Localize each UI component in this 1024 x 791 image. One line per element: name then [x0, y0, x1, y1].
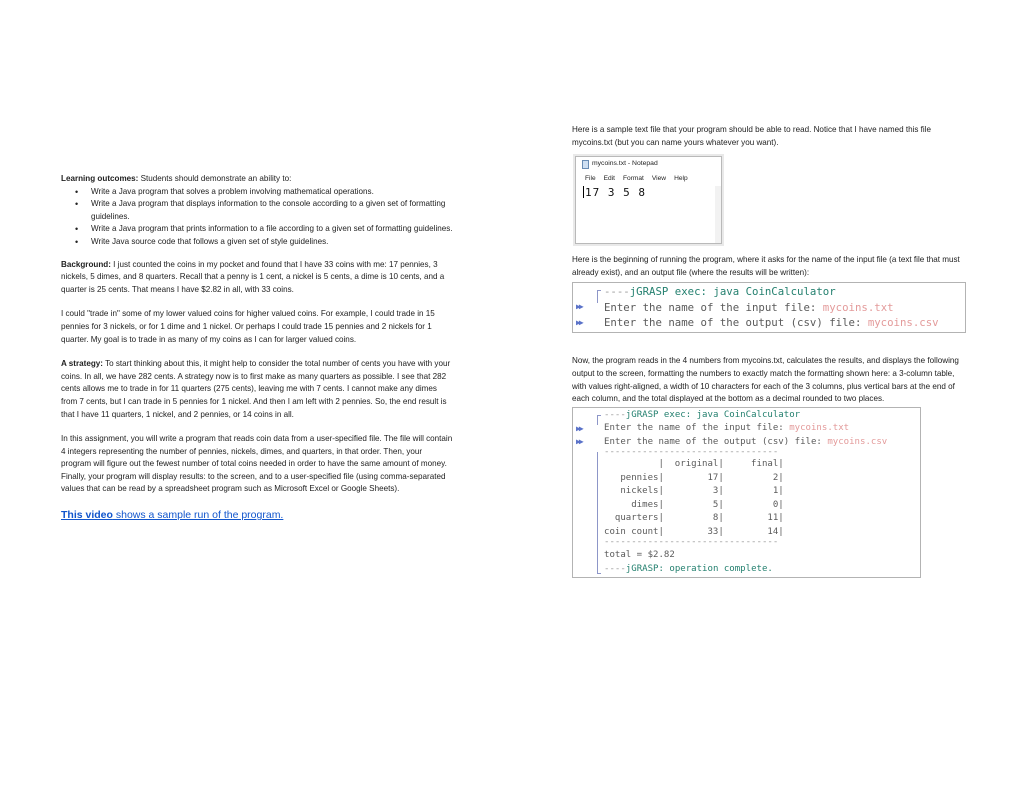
- background-paragraph: [61, 259, 453, 297]
- right-column: [572, 124, 967, 578]
- table-row: coin count| 33| 14|: [604, 526, 784, 537]
- trade-paragraph: I could "trade in" some of my lower valued coins for higher valued coins. For example, I could trade in 15 pennies for 3 nickels, or for 1 dime and 1 nickel. Or perhaps I could trade 15 pennies and 2 nickels for 1 quarter. My goal is to trade in as many of my coins as I can for larger valued coins.: [61, 309, 435, 344]
- menu-view[interactable]: View: [651, 174, 667, 182]
- video-link-rest[interactable]: shows a sample run of the program.: [112, 509, 284, 522]
- learning-outcomes-heading: [61, 173, 453, 186]
- video-link[interactable]: This video: [61, 509, 113, 522]
- output-prompt-line: Enter the name of the output (csv) file: mycoins.csv: [604, 436, 888, 447]
- menu-file[interactable]: File: [585, 174, 596, 182]
- complete-line: ----jGRASP: operation complete.: [604, 563, 773, 574]
- strategy-text: To start thinking about this, it might help to consider the total number of cents you have with your coins. In all, we have 282 cents. A strategy now is to first make as many quarters as possible. I see that 282 cents allows me to trade in for 11 quarters (275 cents), leaving me with 7 cents. I cannot make any dimes from 7 cents, but I can trade in 5 pennies for 1 nickel. And then I am left with 2 pennies. So, the end result is that I have 11 quarters, 1 nickel, and 2 pennies, or 14 coins in all.: [61, 359, 451, 419]
- reads-paragraph: Now, the program reads in the 4 numbers from mycoins.txt, calculates the results, and displays the following output to the screen, formatting the numbers to exactly match the formatting shown here: a 3-column table, with values right-aligned, a width of 10 characters for each of the 3 columns, plus vertical bars at the end of each column, and the total displayed at the bottom as a decimal rounded to two places.: [572, 356, 959, 404]
- input-arrow-icon: ▶▶: [576, 423, 582, 433]
- assignment-paragraph: In this assignment, you will write a program that reads coin data from a user-specified file. The file will contain 4 integers representing the number of pennies, nickels, dimes, and quarters, in that order. Then, your program will figure out the fewest number of total coins needed in order to have the same amount of money. Finally, your program will display results: to the screen, and to a user-specified file (using comma-separated values that can be read by a spreadsheet program such as Microsoft Excel or Google Sheets).: [61, 434, 453, 494]
- separator-line: --------------------------------: [604, 537, 779, 548]
- total-line: total = $2.82: [604, 550, 675, 561]
- background-label: Background:: [61, 259, 111, 269]
- outcome-item: • Write Java source code that follows a given set of style guidelines.: [61, 236, 453, 249]
- jgrasp-console-full: [572, 407, 921, 578]
- output-bracket-top: [597, 415, 601, 425]
- sample-file-paragraph: Here is a sample text file that your program should be able to read. Notice that I have named this file mycoins.txt (but you can name yours whatever you want).: [572, 125, 932, 147]
- outcome-item: • Write a Java program that solves a problem involving mathematical operations.: [61, 186, 453, 199]
- output-prompt-line: Enter the name of the output (csv) file: mycoins.csv: [604, 316, 939, 330]
- exec-line: ----jGRASP exec: java CoinCalculator: [604, 285, 836, 299]
- run-paragraph: Here is the beginning of running the program, where it asks for the name of the input file (a text file that must already exist), and an output file (where the results will be written):: [572, 255, 960, 277]
- table-row: dimes| 5| 0|: [604, 499, 784, 510]
- notepad-icon: [582, 160, 589, 169]
- table-header-row: | original| final|: [604, 459, 784, 470]
- output-bracket-bottom: [597, 564, 601, 574]
- learning-outcomes-intro: Students should demonstrate an ability to:: [138, 174, 292, 183]
- left-column: [61, 173, 453, 522]
- outcome-item: • Write a Java program that displays information to the console according to a given set of formatting guidelines.: [61, 198, 453, 223]
- learning-outcomes-list: [61, 186, 453, 249]
- input-arrow-icon: ▶▶: [576, 302, 582, 312]
- notepad-text-area[interactable]: [576, 186, 721, 200]
- table-row: quarters| 8| 11|: [604, 513, 784, 524]
- output-bracket-mid: [597, 452, 601, 564]
- learning-outcomes-label: Learning outcomes:: [61, 174, 139, 183]
- background-text: I just counted the coins in my pocket and found that I have 33 coins with me: 17 pennies, 3 nickels, 5 dimes, and 8 quarters. Recall that a penny is 1 cent, a nickel is 5 cents, a dime is 10 cents, and a quarter is 25 cents. That means I have $2.82 in all, with 33 coins.: [61, 259, 445, 294]
- notepad-title: mycoins.txt - Notepad: [592, 160, 658, 168]
- input-prompt-line: Enter the name of the input file: mycoins.txt: [604, 300, 894, 314]
- notepad-titlebar: [576, 157, 721, 172]
- menu-edit[interactable]: Edit: [603, 174, 615, 182]
- input-arrow-icon: ▶▶: [576, 318, 582, 328]
- menu-help[interactable]: Help: [674, 174, 688, 182]
- table-row: pennies| 17| 2|: [604, 472, 784, 483]
- notepad-window: [575, 156, 722, 244]
- menu-format[interactable]: Format: [623, 174, 644, 182]
- video-line: [61, 508, 453, 522]
- notepad-content: 17 3 5 8: [585, 186, 646, 200]
- table-row: nickels| 3| 1|: [604, 486, 784, 497]
- input-arrow-icon: ▶▶: [576, 436, 582, 446]
- strategy-label: A strategy:: [61, 359, 103, 369]
- jgrasp-console-start: [572, 282, 966, 333]
- exec-line: ----jGRASP exec: java CoinCalculator: [604, 409, 801, 420]
- outcome-item: • Write a Java program that prints information to a file according to a given set of formatting guidelines.: [61, 223, 453, 236]
- notepad-scrollbar[interactable]: [715, 186, 721, 243]
- output-bracket: [597, 290, 601, 303]
- notepad-menubar: [576, 172, 721, 186]
- text-cursor: [583, 186, 584, 198]
- input-prompt-line: Enter the name of the input file: mycoins.txt: [604, 423, 850, 434]
- separator-line: --------------------------------: [604, 446, 779, 457]
- strategy-paragraph: [61, 358, 453, 421]
